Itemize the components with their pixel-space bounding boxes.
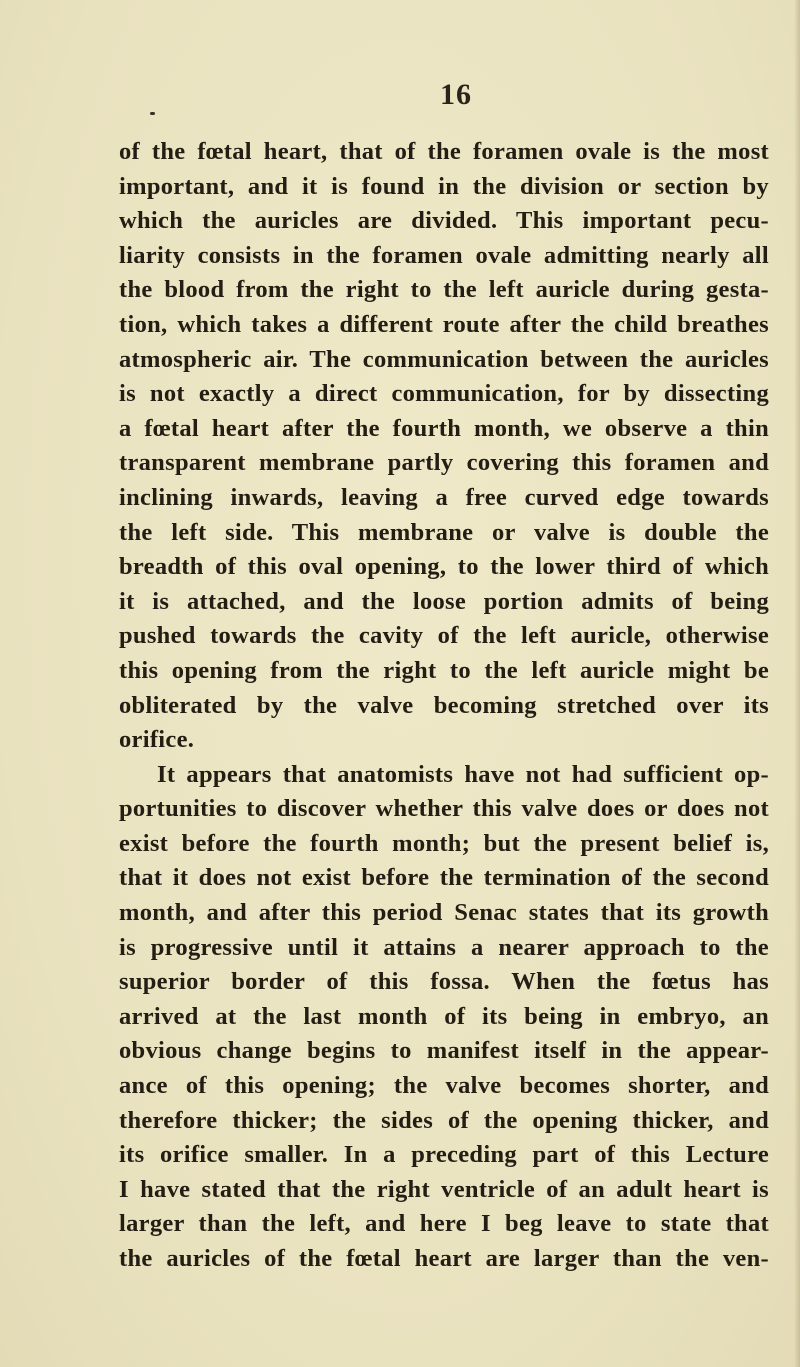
- text-line: liarity consists in the foramen ovale admitting nearly all: [119, 241, 769, 269]
- text-line: of the fœtal heart, that of the foramen ovale is the most: [119, 138, 769, 165]
- text-line: I have stated that the right ventricle of an adult heart is: [119, 1175, 769, 1203]
- text-line: its orifice smaller. In a preceding part of this Lecture: [119, 1141, 769, 1169]
- text-line: which the auricles are divided. This important pecu-: [119, 207, 769, 235]
- text-line: is not exactly a direct communication, for by dissecting: [119, 380, 769, 408]
- text-line: that it does not exist before the termination of the second: [119, 864, 769, 892]
- text-line: transparent membrane partly covering this foramen and: [119, 449, 769, 477]
- text-line: ance of this opening; the valve becomes shorter, and: [119, 1072, 769, 1100]
- text-line: therefore thicker; the sides of the opening thicker, and: [119, 1106, 769, 1134]
- text-line: month, and after this period Senac states that its growth: [119, 899, 769, 927]
- text-line: this opening from the right to the left auricle might be: [119, 656, 769, 684]
- ink-speck: [150, 112, 155, 115]
- text-line: superior border of this fossa. When the fœtus has: [119, 968, 769, 996]
- text-line: obvious change begins to manifest itself in the appear-: [119, 1037, 769, 1065]
- text-line: is progressive until it attains a nearer approach to the: [119, 933, 769, 961]
- text-line: portunities to discover whether this valve does or does not: [119, 795, 769, 823]
- text-line: breadth of this oval opening, to the lower third of which: [119, 553, 769, 581]
- text-line: a fœtal heart after the fourth month, we observe a thin: [119, 414, 769, 442]
- text-line: larger than the left, and here I beg leave to state that: [119, 1210, 769, 1238]
- text-line: It appears that anatomists have not had sufficient op-: [157, 760, 769, 788]
- text-line: inclining inwards, leaving a free curved edge towards: [119, 483, 769, 511]
- page-number: 16: [440, 78, 472, 111]
- text-line: tion, which takes a different route after the child breathes: [119, 310, 769, 338]
- text-line: important, and it is found in the division or section by: [119, 172, 769, 200]
- text-line: the left side. This membrane or valve is double the: [119, 518, 769, 546]
- text-line: orifice.: [119, 726, 195, 754]
- text-line: exist before the fourth month; but the present belief is,: [119, 829, 769, 857]
- text-line: arrived at the last month of its being in embryo, an: [119, 1002, 769, 1030]
- text-line: atmospheric air. The communication between the auricles: [119, 345, 769, 373]
- text-line: the auricles of the fœtal heart are larger than the ven-: [119, 1245, 769, 1272]
- text-line: pushed towards the cavity of the left auricle, otherwise: [119, 622, 769, 650]
- text-line: it is attached, and the loose portion admits of being: [119, 587, 769, 615]
- body-text: [119, 135, 769, 1277]
- text-line: obliterated by the valve becoming stretched over its: [119, 691, 769, 719]
- page-edge-shadow: [794, 0, 800, 1367]
- text-line: the blood from the right to the left auricle during gesta-: [119, 276, 769, 304]
